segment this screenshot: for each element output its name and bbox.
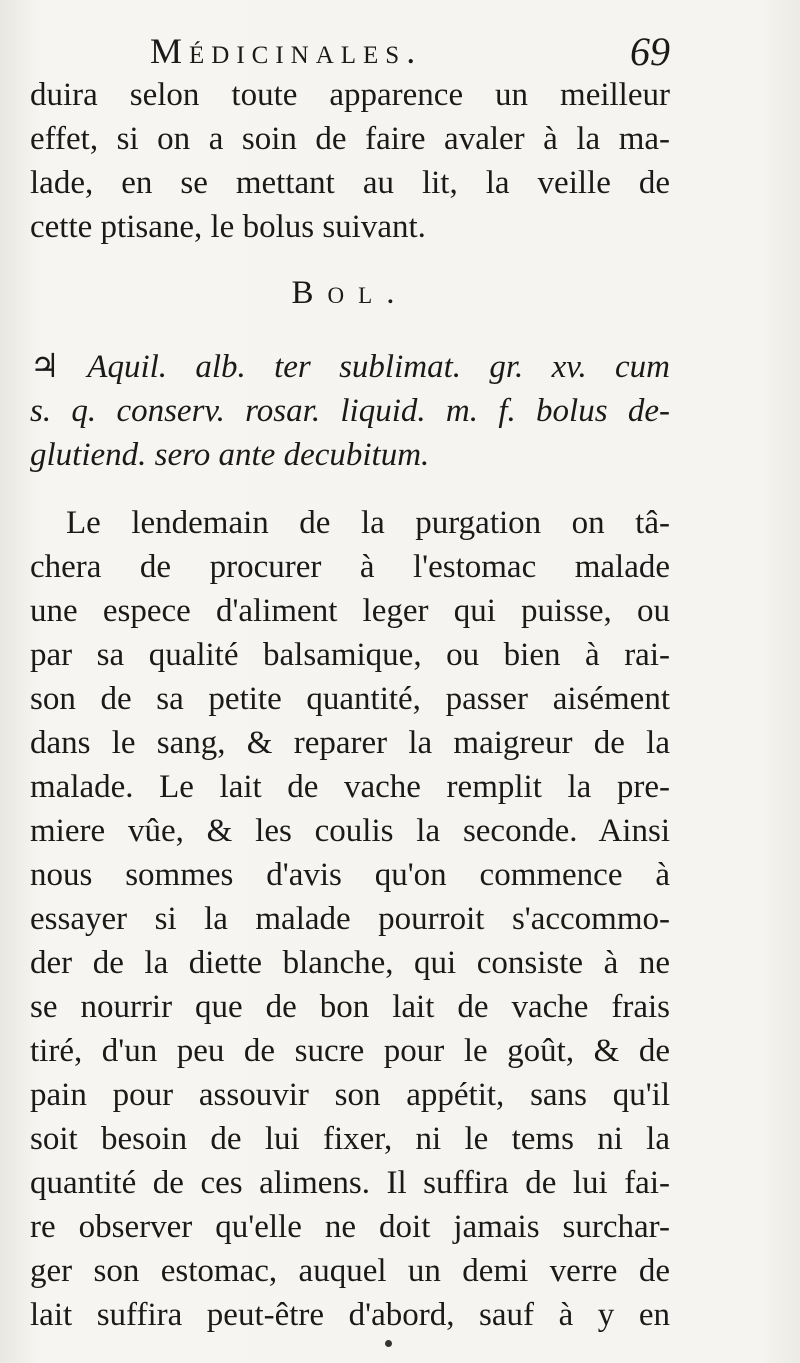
recipe-line: ♃ Aquil. alb. ter sublimat. gr. xv. cum bbox=[30, 349, 670, 385]
text-line: re observer qu'elle ne doit jamais surchar- bbox=[30, 1209, 670, 1245]
running-head: Médicinales. bbox=[150, 31, 423, 71]
text-line: nous sommes d'avis qu'on commence à bbox=[30, 857, 670, 893]
page-number: 69 bbox=[630, 29, 670, 74]
text-line: essayer si la malade pourroit s'accommo- bbox=[30, 901, 670, 937]
text-line: par sa qualité balsamique, ou bien à rai- bbox=[30, 637, 670, 673]
printer-mark bbox=[385, 1340, 392, 1347]
text-line: dans le sang, & reparer la maigreur de la bbox=[30, 725, 670, 761]
recipe-title: Bol. bbox=[291, 275, 409, 311]
text-line: une espece d'aliment leger qui puisse, ou bbox=[30, 593, 670, 629]
text-line: quantité de ces alimens. Il suffira de lui fai- bbox=[30, 1165, 670, 1201]
text-line: effet, si on a soin de faire avaler à la ma- bbox=[30, 121, 670, 157]
recipe-line: glutiend. sero ante decubitum. bbox=[30, 437, 430, 473]
text-line: miere vûe, & les coulis la seconde. Ainsi bbox=[30, 813, 670, 849]
text-line: cette ptisane, le bolus suivant. bbox=[30, 209, 426, 245]
text-line: duira selon toute apparence un meilleur bbox=[30, 77, 670, 113]
text-line: Le lendemain de la purgation on tâ- bbox=[66, 505, 670, 541]
text-line: lait suffira peut-être d'abord, sauf à y en bbox=[30, 1297, 670, 1333]
text-line: tiré, d'un peu de sucre pour le goût, & de bbox=[30, 1033, 670, 1069]
text-line: pain pour assouvir son appétit, sans qu'il bbox=[30, 1077, 670, 1113]
text-line: der de la diette blanche, qui consiste à ne bbox=[30, 945, 670, 981]
text-line: soit besoin de lui fixer, ni le tems ni la bbox=[30, 1121, 670, 1157]
text-line: lade, en se mettant au lit, la veille de bbox=[30, 165, 670, 201]
text-line: se nourrir que de bon lait de vache frais bbox=[30, 989, 670, 1025]
text-line: son de sa petite quantité, passer aisément bbox=[30, 681, 670, 717]
recipe-line: s. q. conserv. rosar. liquid. m. f. bolus de- bbox=[30, 393, 670, 429]
text-line: chera de procurer à l'estomac malade bbox=[30, 549, 670, 585]
text-line: malade. Le lait de vache remplit la pre- bbox=[30, 769, 670, 805]
text-line: ger son estomac, auquel un demi verre de bbox=[30, 1253, 670, 1289]
